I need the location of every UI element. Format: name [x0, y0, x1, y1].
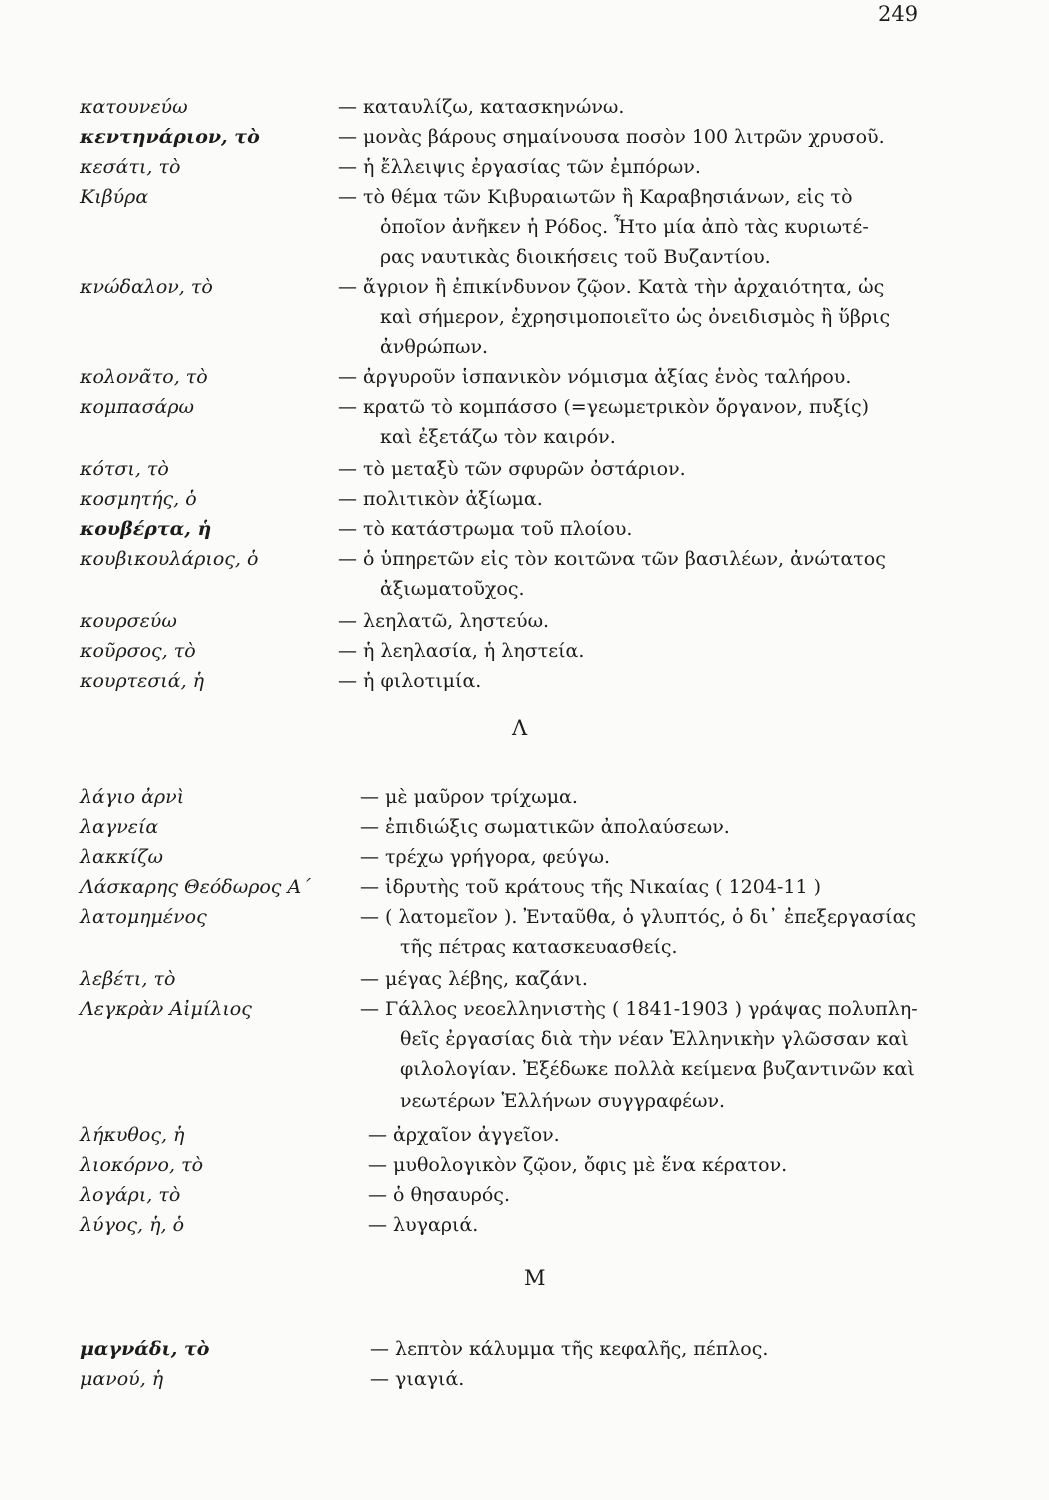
entry-definition: — τρέχω γρήγορα, φεύγω.	[360, 846, 610, 868]
glossary-entry	[0, 786, 1049, 816]
glossary-entry	[0, 1338, 1049, 1368]
glossary-entry-continuation	[0, 936, 1049, 966]
entry-definition: — λεπτὸν κάλυμμα τῆς κεφαλῆς, πέπλος.	[370, 1338, 769, 1360]
glossary-entry	[0, 156, 1049, 186]
glossary-entry	[0, 1184, 1049, 1214]
entry-term: κουβέρτα, ἡ	[80, 518, 212, 540]
glossary-entry-continuation	[0, 336, 1049, 366]
entry-term: λατομημένος	[80, 906, 207, 928]
entry-definition: — λεηλατῶ, ληστεύω.	[338, 610, 550, 632]
entry-definition: φιλολογίαν. Ἐξέδωκε πολλὰ κείμενα βυζαντινῶν καὶ	[400, 1058, 915, 1080]
glossary-entry	[0, 1214, 1049, 1244]
glossary-entry	[0, 186, 1049, 216]
entry-definition: — μὲ μαῦρον τρίχωμα.	[360, 786, 578, 808]
entry-term: λαγνεία	[80, 816, 159, 838]
glossary-entry-continuation	[0, 246, 1049, 276]
entry-definition: θεῖς ἐργασίας διὰ τὴν νέαν Ἑλληνικὴν γλῶσσαν καὶ	[400, 1028, 909, 1050]
entry-definition: — τὸ μεταξὺ τῶν σφυρῶν ὀστάριον.	[338, 458, 686, 480]
entry-definition: — καταυλίζω, κατασκηνώνω.	[338, 96, 625, 118]
entry-term: κοῦρσος, τὸ	[80, 640, 196, 662]
entry-definition: ἀνθρώπων.	[380, 336, 489, 358]
entry-term: κοσμητής, ὁ	[80, 488, 197, 510]
entry-term: κουβικουλάριος, ὁ	[80, 548, 259, 570]
entry-definition: νεωτέρων Ἑλλήνων συγγραφέων.	[400, 1090, 726, 1112]
entry-definition: — γιαγιά.	[370, 1368, 465, 1390]
glossary-entry-continuation	[0, 426, 1049, 456]
glossary-entry	[0, 816, 1049, 846]
glossary-entry	[0, 610, 1049, 640]
entry-definition: — ἱδρυτὴς τοῦ κράτους τῆς Νικαίας ( 1204-11 )	[360, 876, 821, 898]
entry-definition: — ( λατομεῖον ). Ἐνταῦθα, ὁ γλυπτός, ὁ δι᾽ ἐπεξεργασίας	[360, 906, 917, 928]
glossary-entry	[0, 96, 1049, 126]
entry-term: κεσάτι, τὸ	[80, 156, 181, 178]
glossary-entry-continuation	[0, 1058, 1049, 1088]
glossary-entry-continuation	[0, 578, 1049, 608]
glossary-entry	[0, 1154, 1049, 1184]
entry-term: Λεγκρὰν Αἰμίλιος	[80, 998, 252, 1020]
glossary-entry	[0, 968, 1049, 998]
entry-definition: — μυθολογικὸν ζῷον, ὄφις μὲ ἕνα κέρατον.	[368, 1154, 788, 1176]
entry-definition: καὶ σήμερον, ἐχρησιμοποιεῖτο ὡς ὀνειδισμὸς ἢ ὕβρις	[380, 306, 891, 328]
entry-definition: τῆς πέτρας κατασκευασθείς.	[400, 936, 678, 958]
entry-term: κουρσεύω	[80, 610, 177, 632]
entry-term: λακκίζω	[80, 846, 164, 868]
entry-term: λύγος, ἡ, ὁ	[80, 1214, 185, 1236]
glossary-entry-continuation	[0, 1090, 1049, 1120]
entry-definition: — ὁ θησαυρός.	[368, 1184, 510, 1206]
entry-definition: — ἡ λεηλασία, ἡ ληστεία.	[338, 640, 585, 662]
glossary-entry	[0, 906, 1049, 936]
entry-definition: — ἡ φιλοτιμία.	[338, 670, 482, 692]
entry-term: Λάσκαρης Θεόδωρος Α΄	[80, 876, 311, 898]
entry-definition: — τὸ θέμα τῶν Κιβυραιωτῶν ἢ Καραβησιάνων, εἰς τὸ	[338, 186, 853, 208]
glossary-entry	[0, 548, 1049, 578]
glossary-entry	[0, 876, 1049, 906]
glossary-entry	[0, 998, 1049, 1028]
glossary-entry-continuation	[0, 306, 1049, 336]
entry-term: κότσι, τὸ	[80, 458, 169, 480]
page-number: 249	[878, 2, 919, 26]
entry-definition: καὶ ἐξετάζω τὸν καιρόν.	[380, 426, 616, 448]
section-letter-heading: Μ	[524, 1266, 546, 1290]
entry-definition: — ἀργυροῦν ἱσπανικὸν νόμισμα ἀξίας ἑνὸς ταλήρου.	[338, 366, 852, 388]
glossary-entry	[0, 458, 1049, 488]
entry-definition: ρας ναυτικὰς διοικήσεις τοῦ Βυζαντίου.	[380, 246, 771, 268]
entry-definition: — πολιτικὸν ἀξίωμα.	[338, 488, 543, 510]
entry-term: μαγνάδι, τὸ	[80, 1338, 210, 1360]
entry-term: κεντηνάριον, τὸ	[80, 126, 260, 148]
entry-definition: — ὁ ὑπηρετῶν εἰς τὸν κοιτῶνα τῶν βασιλέων, ἀνώτατος	[338, 548, 886, 570]
glossary-entry	[0, 670, 1049, 700]
glossary-entry-continuation	[0, 1028, 1049, 1058]
entry-term: κουρτεσιά, ἡ	[80, 670, 205, 692]
entry-definition: — κρατῶ τὸ κομπάσσο (=γεωμετρικὸν ὄργανον, πυξίς)	[338, 396, 870, 418]
entry-term: κνώδαλον, τὸ	[80, 276, 213, 298]
glossary-entry-continuation	[0, 216, 1049, 246]
entry-term: λάγιο ἀρνὶ	[80, 786, 185, 808]
entry-definition: — Γάλλος νεοελληνιστὴς ( 1841-1903 ) γράψας πολυπλη-	[360, 998, 918, 1020]
entry-definition: — ἡ ἔλλειψις ἐργασίας τῶν ἐμπόρων.	[338, 156, 701, 178]
entry-term: κολονᾶτο, τὸ	[80, 366, 208, 388]
entry-term: Κιβύρα	[80, 186, 149, 208]
entry-definition: — ἄγριον ἢ ἐπικίνδυνον ζῷον. Κατὰ τὴν ἀρχαιότητα, ὡς	[338, 276, 885, 298]
entry-definition: — λυγαριά.	[368, 1214, 479, 1236]
entry-term: κομπασάρω	[80, 396, 195, 418]
entry-definition: — ἀρχαῖον ἀγγεῖον.	[368, 1124, 560, 1146]
entry-term: λογάρι, τὸ	[80, 1184, 181, 1206]
glossary-entry	[0, 518, 1049, 548]
entry-definition: — μέγας λέβης, καζάνι.	[360, 968, 588, 990]
glossary-entry	[0, 846, 1049, 876]
entry-term: λήκυθος, ἡ	[80, 1124, 185, 1146]
glossary-entry	[0, 366, 1049, 396]
entry-term: μανού, ἡ	[80, 1368, 164, 1390]
section-letter-heading: Λ	[512, 716, 528, 740]
glossary-entry	[0, 396, 1049, 426]
entry-definition: — ἐπιδιώξις σωματικῶν ἀπολαύσεων.	[360, 816, 730, 838]
entry-definition: — μονὰς βάρους σημαίνουσα ποσὸν 100 λιτρῶν χρυσοῦ.	[338, 126, 885, 148]
glossary-entry	[0, 126, 1049, 156]
glossary-entry	[0, 276, 1049, 306]
glossary-entry	[0, 1124, 1049, 1154]
glossary-entry	[0, 488, 1049, 518]
entry-definition: — τὸ κατάστρωμα τοῦ πλοίου.	[338, 518, 633, 540]
entry-definition: ὁποῖον ἀνῆκεν ἡ Ρόδος. Ἦτο μία ἀπὸ τὰς κυριωτέ-	[380, 216, 869, 238]
entry-definition: ἀξιωματοῦχος.	[380, 578, 525, 600]
glossary-entry	[0, 640, 1049, 670]
entry-term: λεβέτι, τὸ	[80, 968, 176, 990]
glossary-entry	[0, 1368, 1049, 1398]
entry-term: κατουνεύω	[80, 96, 188, 118]
entry-term: λιοκόρνο, τὸ	[80, 1154, 204, 1176]
